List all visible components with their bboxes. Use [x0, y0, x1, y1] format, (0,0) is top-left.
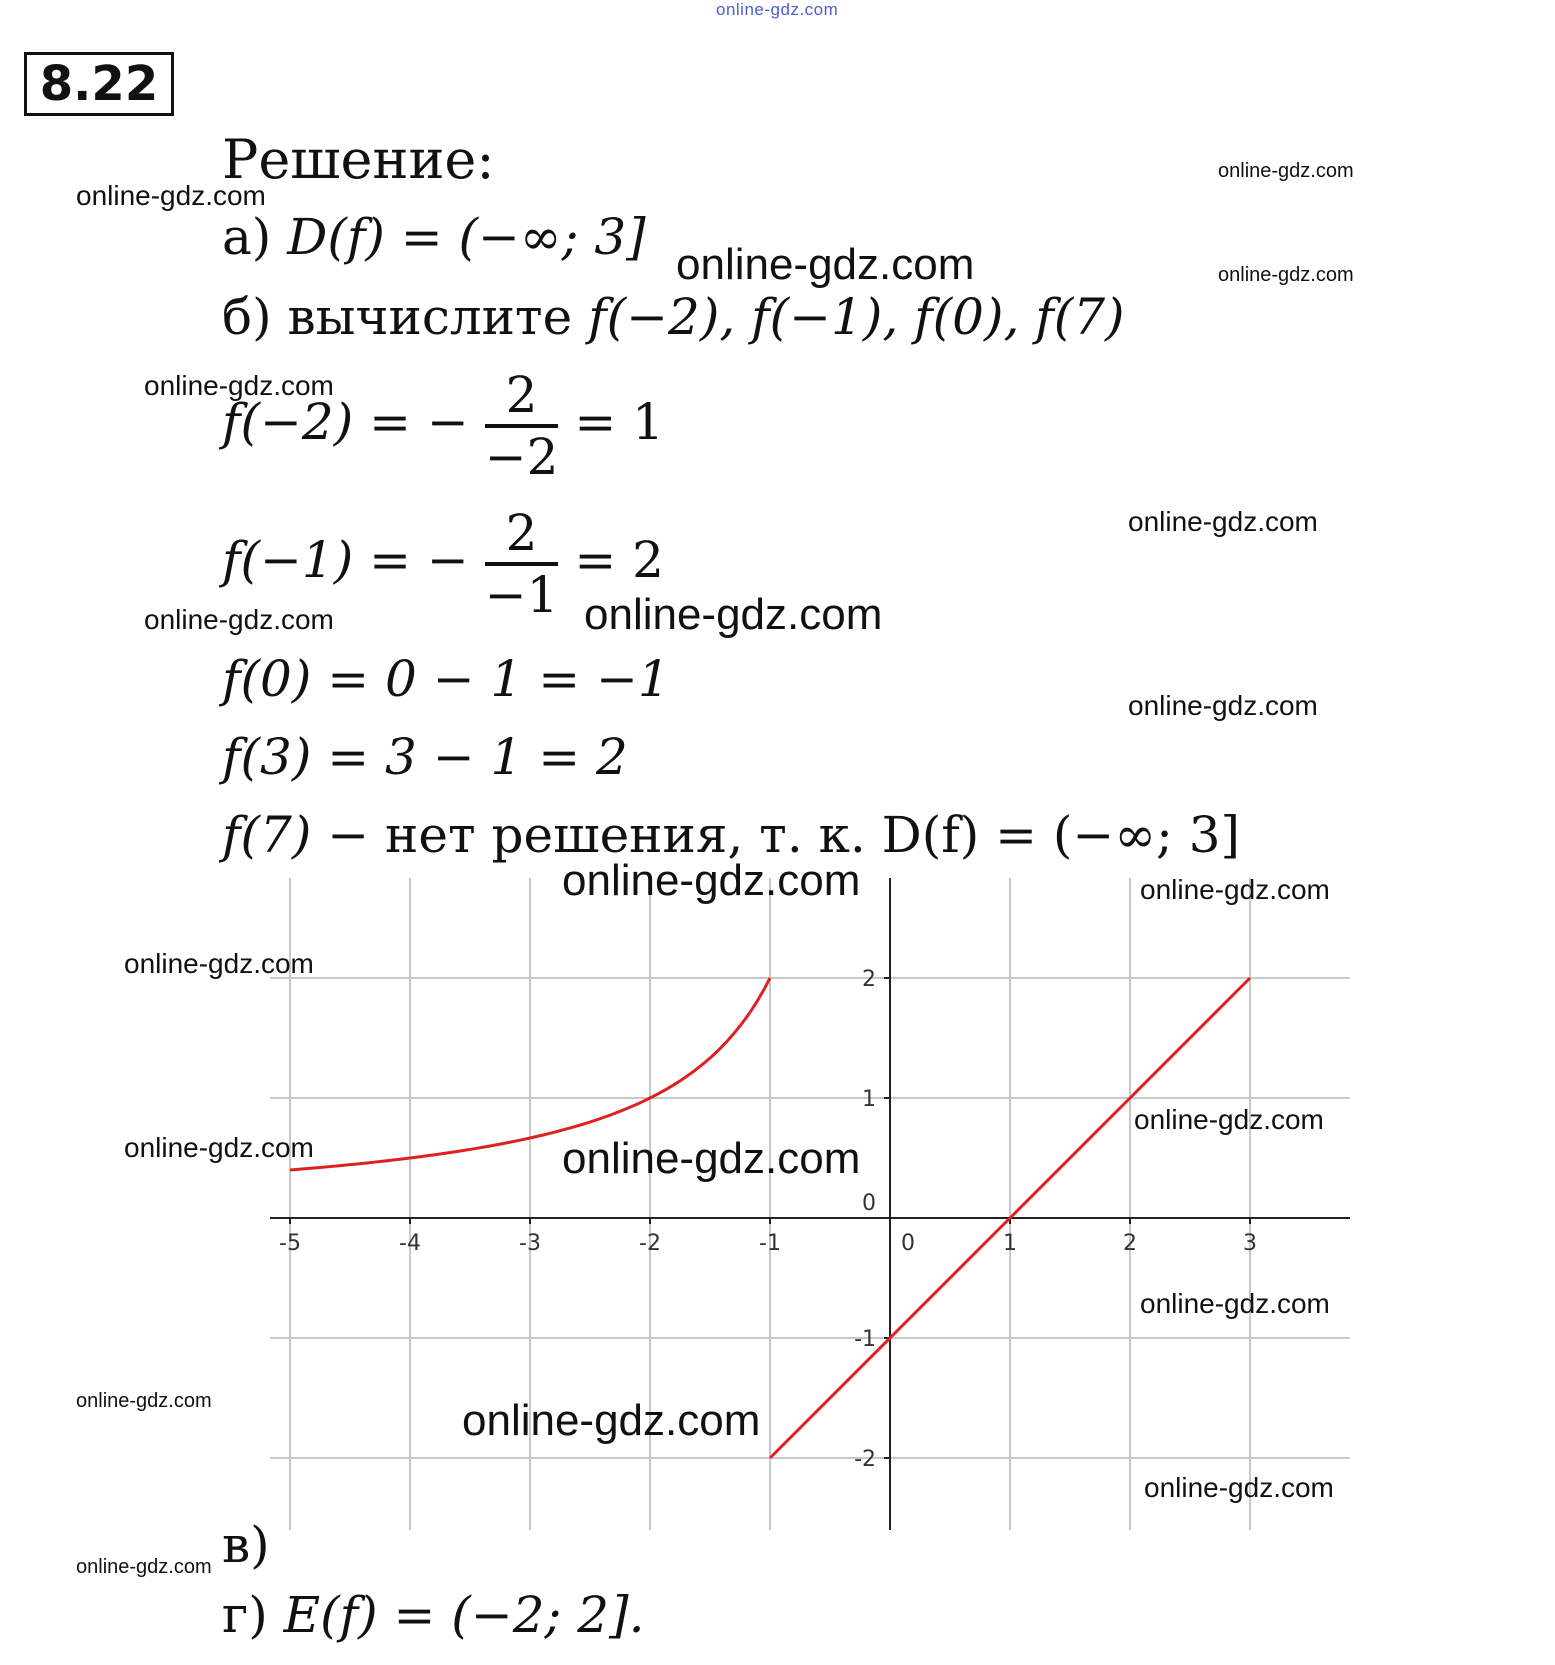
x-tick-label: -4: [399, 1231, 421, 1256]
calc-f-3: f(3) = 3 − 1 = 2: [222, 728, 628, 786]
watermark: online-gdz.com: [76, 1556, 212, 1578]
task-number: 8.22: [24, 52, 174, 116]
watermark: online-gdz.com: [1128, 690, 1318, 721]
y-tick-label: 0: [862, 1191, 876, 1216]
calc-f-minus-1-rhs: = 2: [574, 531, 664, 589]
watermark: online-gdz.com: [676, 240, 975, 289]
part-a-expr: D(f) = (−∞; 3]: [287, 208, 646, 266]
x-tick-label: -5: [279, 1231, 301, 1256]
calc-f-0: f(0) = 0 − 1 = −1: [222, 650, 670, 708]
fraction-numerator: 2: [505, 366, 538, 424]
part-a-prefix: а): [222, 208, 272, 266]
part-b-list: f(−2), f(−1), f(0), f(7): [588, 288, 1125, 346]
function-graph: [270, 878, 1380, 1558]
top-watermark: online-gdz.com: [716, 0, 839, 19]
fraction-denominator: −1: [485, 562, 559, 624]
watermark: online-gdz.com: [584, 590, 883, 639]
fraction: [485, 366, 559, 486]
watermark: online-gdz.com: [1218, 160, 1354, 182]
part-b: [222, 288, 1125, 346]
calc-f-minus-2-lhs: f(−2) = −: [222, 393, 469, 451]
y-tick-label: -1: [854, 1327, 876, 1352]
y-tick-label: -2: [854, 1447, 876, 1472]
x-tick-label: 0: [901, 1231, 915, 1256]
calc-f-minus-1-lhs: f(−1) = −: [222, 531, 469, 589]
calc-f-minus-2-rhs: = 1: [574, 393, 664, 451]
fraction-denominator: −2: [485, 424, 559, 486]
watermark: online-gdz.com: [1140, 1288, 1330, 1319]
x-tick-label: -3: [519, 1231, 541, 1256]
watermark: online-gdz.com: [144, 604, 334, 635]
y-tick-label: 1: [862, 1087, 876, 1112]
watermark: online-gdz.com: [76, 180, 266, 211]
watermark: online-gdz.com: [1128, 506, 1318, 537]
watermark: online-gdz.com: [144, 370, 334, 401]
part-b-prefix: б): [222, 288, 272, 346]
calc-f-7-text: нет решения, т. к. D(f) = (−∞; 3]: [385, 806, 1241, 864]
watermark: online-gdz.com: [1134, 1104, 1324, 1135]
watermark: online-gdz.com: [1144, 1472, 1334, 1503]
watermark: online-gdz.com: [462, 1396, 761, 1445]
x-tick-label: 3: [1243, 1231, 1257, 1256]
chart-grid: [270, 878, 1350, 1530]
part-a: [222, 208, 646, 266]
solution-title: Решение:: [222, 128, 495, 191]
chart-ticks: [279, 967, 1257, 1472]
part-d: [222, 1586, 644, 1644]
x-tick-label: -1: [759, 1231, 781, 1256]
y-tick-label: 2: [862, 967, 876, 992]
part-b-text: вычислите: [287, 288, 573, 346]
chart-axes: [270, 878, 1350, 1530]
watermark: online-gdz.com: [76, 1390, 212, 1412]
watermark: online-gdz.com: [562, 856, 861, 905]
part-d-expr: E(f) = (−2; 2].: [283, 1586, 645, 1644]
watermark: online-gdz.com: [562, 1134, 861, 1183]
watermark: online-gdz.com: [124, 948, 314, 979]
fraction-numerator: 2: [505, 504, 538, 562]
part-d-prefix: г): [222, 1586, 268, 1644]
calc-f-7-lhs: f(7) −: [222, 806, 370, 864]
fraction: [485, 504, 559, 624]
part-c-prefix: в): [222, 1516, 270, 1574]
x-tick-label: -2: [639, 1231, 661, 1256]
watermark: online-gdz.com: [1218, 264, 1354, 286]
x-tick-label: 1: [1003, 1231, 1017, 1256]
x-tick-label: 2: [1123, 1231, 1137, 1256]
watermark: online-gdz.com: [1140, 874, 1330, 905]
watermark: online-gdz.com: [124, 1132, 314, 1163]
